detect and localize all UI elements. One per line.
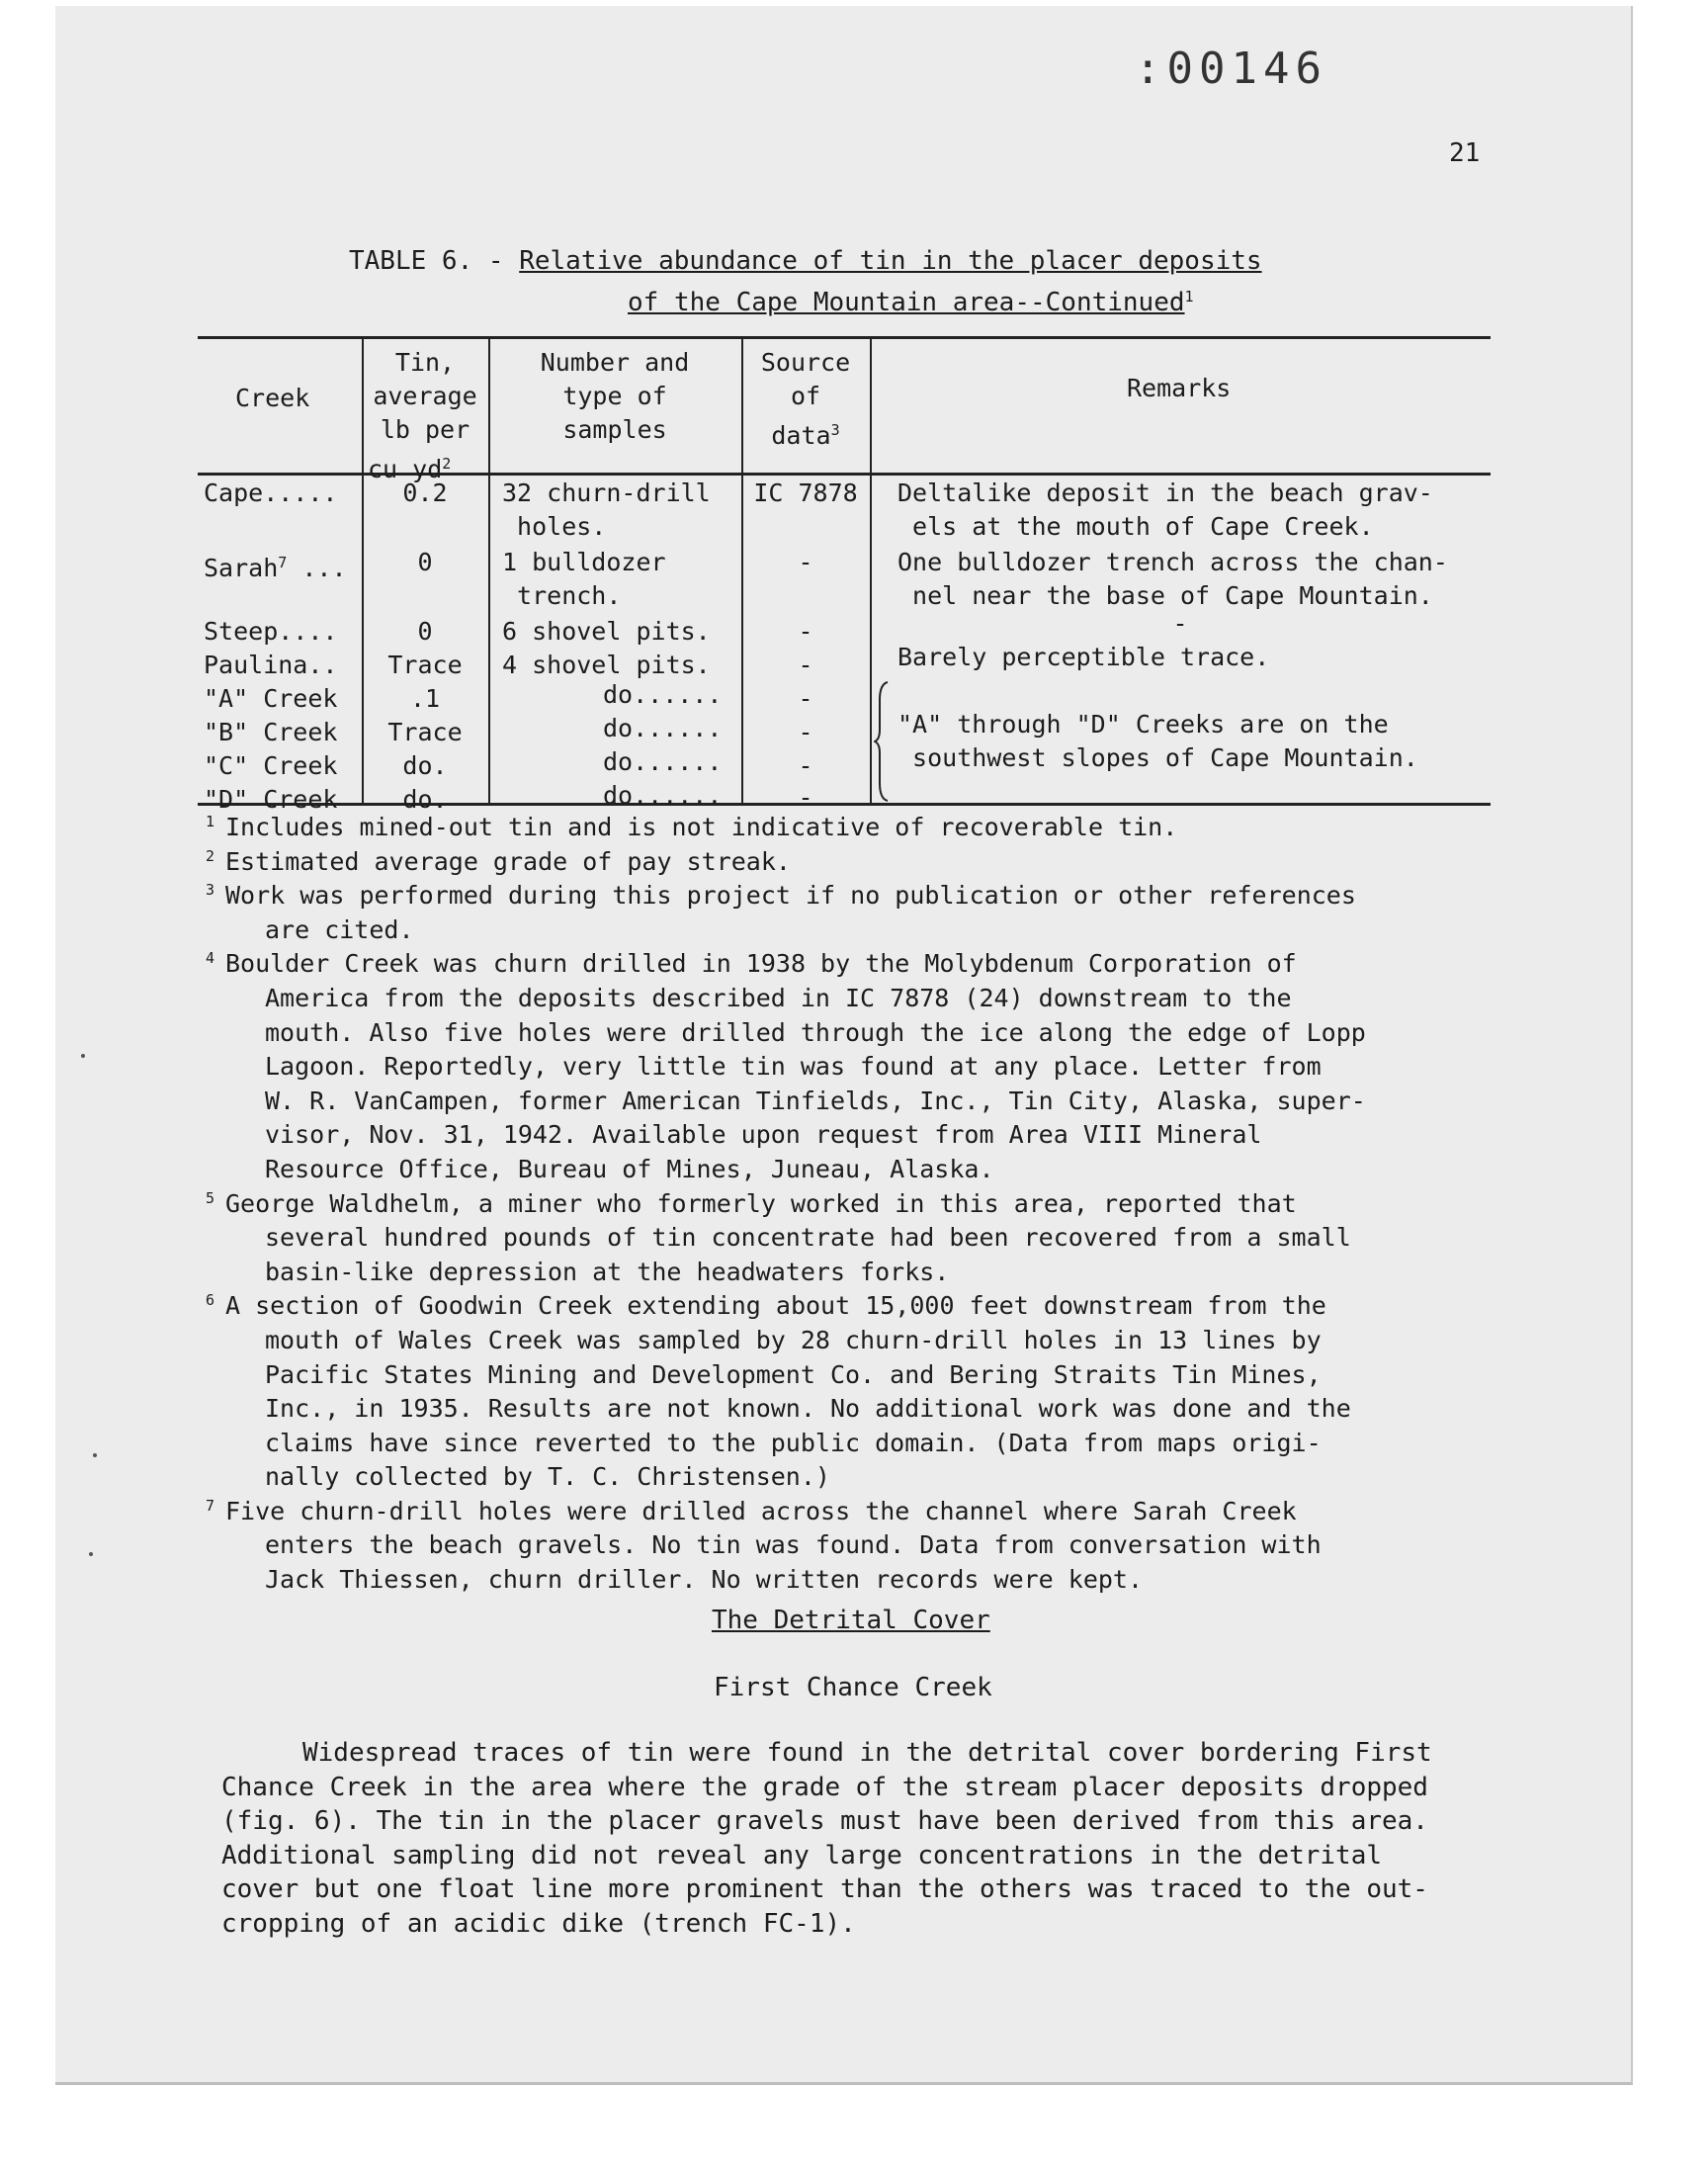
- cell-group-remark: "A" through "D" Creeks are on the: [897, 710, 1389, 739]
- cell-samples: do......: [603, 781, 723, 810]
- footnote: [204, 811, 1518, 845]
- footnote-line: mouth of Wales Creek was sampled by 28 churn-drill holes in 13 lines by: [265, 1325, 1322, 1354]
- cell-samples: 4 shovel pits.: [502, 651, 711, 679]
- table-label: TABLE 6. -: [349, 246, 504, 276]
- scan-speck: [89, 1552, 93, 1556]
- header-tin-line3: lb per: [380, 415, 470, 444]
- brace-icon: [874, 680, 897, 803]
- paragraph-line: Chance Creek in the area where the grade of the stream placer deposits dropped: [221, 1772, 1428, 1802]
- cell-group-remark-cont: southwest slopes of Cape Mountain.: [897, 743, 1418, 772]
- cell-source: IC 7878: [753, 478, 858, 507]
- footnote-line: Lagoon. Reportedly, very little tin was found at any place. Letter from: [265, 1052, 1322, 1082]
- footnote-number: 2: [206, 846, 215, 865]
- table-title-line2: of the Cape Mountain area--Continued: [628, 288, 1185, 317]
- cell-samples: do......: [603, 680, 723, 709]
- footnote-line: Includes mined-out tin and is not indicative of recoverable tin.: [225, 813, 1178, 841]
- cell-source: -: [798, 617, 813, 646]
- footnote-line: several hundred pounds of tin concentrate had been recovered from a small: [265, 1223, 1351, 1253]
- cell-source: -: [798, 718, 813, 746]
- footnote-line: Five churn-drill holes were drilled across the channel where Sarah Creek: [225, 1496, 1297, 1525]
- footnote-line: W. R. VanCampen, former American Tinfields, Inc., Tin City, Alaska, super-: [265, 1086, 1366, 1115]
- footnote: [204, 1187, 1518, 1290]
- column-divider: [870, 336, 872, 805]
- cell-tin: do.: [402, 785, 448, 814]
- header-samples-line3: samples: [562, 415, 667, 444]
- cell-tin: Trace: [387, 718, 463, 746]
- cell-remarks-cont: els at the mouth of Cape Creek.: [897, 512, 1374, 541]
- footnote-line: Jack Thiessen, churn driller. No written records were kept.: [265, 1565, 1144, 1595]
- footnote-line: nally collected by T. C. Christensen.): [265, 1462, 830, 1492]
- footnote-line: America from the deposits described in IC 7878 (24) downstream to the: [265, 983, 1292, 1012]
- cell-remarks: -: [1172, 609, 1188, 638]
- paragraph-line: Additional sampling did not reveal any large concentrations in the detrital: [221, 1840, 1382, 1870]
- paragraph-line: (fig. 6). The tin in the placer gravels must have been derived from this area.: [221, 1806, 1428, 1837]
- cell-source: -: [798, 548, 813, 576]
- subsection-heading: First Chance Creek: [714, 1673, 992, 1702]
- archive-stamp: :00146: [1135, 44, 1327, 94]
- cell-creek: Cape.....: [204, 478, 338, 507]
- cell-samples: 1 bulldozer: [502, 548, 666, 576]
- footnote-line: George Waldhelm, a miner who formerly worked in this area, reported that: [225, 1188, 1297, 1218]
- cell-remarks: One bulldozer trench across the chan-: [897, 548, 1448, 576]
- body-paragraph: [221, 1736, 1432, 1942]
- footnote-line: Pacific States Mining and Development Co. and Bering Straits Tin Mines,: [265, 1359, 1322, 1389]
- footnote: [204, 879, 1518, 947]
- cell-tin: 0: [417, 548, 433, 576]
- footnote-line: Inc., in 1935. Results are not known. No additional work was done and the: [265, 1394, 1351, 1424]
- header-creek: Creek: [235, 384, 310, 412]
- cell-remarks: Deltalike deposit in the beach grav-: [897, 478, 1433, 507]
- table-title-line1: Relative abundance of tin in the placer deposits: [519, 246, 1262, 276]
- footnote-number: 7: [206, 1496, 215, 1515]
- footnote-line: visor, Nov. 31, 1942. Available upon request from Area VIII Mineral: [265, 1120, 1262, 1150]
- cell-creek: "D" Creek: [204, 785, 338, 814]
- header-samples-line1: Number and: [540, 348, 690, 377]
- footnotes: [204, 811, 1518, 1598]
- footnote-line: Work was performed during this project if no publication or other references: [225, 881, 1356, 911]
- cell-samples: 32 churn-drill: [502, 478, 711, 507]
- cell-creek: "A" Creek: [204, 684, 338, 713]
- paragraph-line: Widespread traces of tin were found in the detrital cover bordering First: [302, 1738, 1432, 1768]
- cell-tin: 0.2: [402, 478, 448, 507]
- cell-tin: .1: [409, 684, 441, 713]
- footnote: [204, 947, 1518, 1186]
- scan-speck: [81, 1054, 85, 1058]
- footnote-number: 5: [206, 1188, 215, 1207]
- cell-tin: Trace: [387, 651, 463, 679]
- header-source-line2: of: [790, 382, 821, 410]
- cell-creek: Paulina..: [204, 651, 338, 679]
- section-heading: The Detrital Cover: [712, 1606, 990, 1635]
- paragraph-line: cropping of an acidic dike (trench FC-1).: [221, 1908, 856, 1939]
- footnote: [204, 845, 1518, 880]
- cell-creek: Steep....: [204, 617, 338, 646]
- cell-remarks: Barely perceptible trace.: [897, 643, 1270, 671]
- header-remarks: Remarks: [1127, 374, 1232, 402]
- table-title-footnote: 1: [1184, 288, 1194, 305]
- header-tin-line1: Tin,: [394, 348, 456, 377]
- cell-source: -: [798, 783, 813, 812]
- footnote-line: Resource Office, Bureau of Mines, Juneau, Alaska.: [265, 1154, 994, 1183]
- footnote-line: enters the beach gravels. No tin was found. Data from conversation with: [265, 1530, 1322, 1560]
- footnote-line: mouth. Also five holes were drilled through the ice along the edge of Lopp: [265, 1017, 1366, 1047]
- page-margin: [0, 2096, 1708, 2175]
- table-caption: [349, 243, 1262, 317]
- scan-speck: [93, 1453, 97, 1457]
- footnote: [204, 1289, 1518, 1495]
- footnote-line: Boulder Creek was churn drilled in 1938 by the Molybdenum Corporation of: [225, 949, 1297, 979]
- footnote-line: claims have since reverted to the public domain. (Data from maps origi-: [265, 1428, 1322, 1457]
- table-top-rule: [198, 336, 1491, 339]
- footnote-number: 1: [206, 813, 215, 830]
- header-source-line3: data$^3$: [771, 421, 840, 450]
- data-table: [198, 336, 1491, 814]
- cell-remarks-cont: nel near the base of Cape Mountain.: [897, 581, 1433, 610]
- cell-samples-cont: holes.: [502, 512, 607, 541]
- cell-source: -: [798, 651, 813, 679]
- cell-tin: 0: [417, 617, 433, 646]
- paragraph-line: cover but one float line more prominent than the others was traced to the out-: [221, 1874, 1428, 1905]
- header-tin-line2: average: [373, 382, 477, 410]
- header-samples-line2: type of: [562, 382, 667, 410]
- page-number: 21: [1449, 138, 1481, 168]
- cell-tin: do.: [402, 751, 448, 780]
- header-tin-line4: cu $yd^2$: [368, 455, 452, 483]
- cell-source: -: [798, 751, 813, 780]
- footnote-line: basin-like depression at the headwaters forks.: [265, 1257, 950, 1286]
- cell-samples: do......: [603, 714, 723, 742]
- cell-samples: do......: [603, 747, 723, 776]
- footnote: [204, 1495, 1518, 1598]
- footnote-number: 6: [206, 1291, 215, 1310]
- footnote-line: are cited.: [265, 914, 414, 944]
- cell-creek: "C" Creek: [204, 751, 338, 780]
- footnote-number: 4: [206, 949, 215, 968]
- cell-source: -: [798, 684, 813, 713]
- footnote-number: 3: [206, 881, 215, 900]
- cell-samples-cont: trench.: [502, 581, 622, 610]
- footnote-line: A section of Goodwin Creek extending about 15,000 feet downstream from the: [225, 1291, 1326, 1321]
- cell-creek: Sarah$^7$ ...: [204, 554, 347, 582]
- cell-samples: 6 shovel pits.: [502, 617, 711, 646]
- header-source-line1: Source: [760, 348, 851, 377]
- footnote-line: Estimated average grade of pay streak.: [225, 846, 791, 876]
- cell-creek: "B" Creek: [204, 718, 338, 746]
